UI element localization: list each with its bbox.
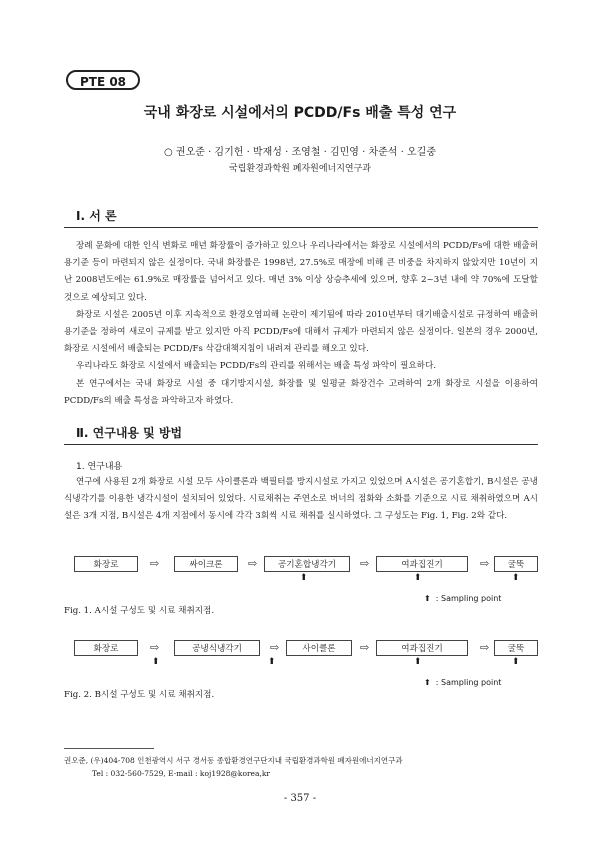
footnote-line: Tel : 032-560-7529, E-mail : koj1928@korea,kr (92, 769, 270, 778)
flow-box: 여과집진기 (376, 640, 468, 656)
sampling-point-icon: ⬆ (512, 657, 520, 667)
flow-arrow-icon: ⇨ (480, 641, 490, 654)
methods-paragraph: 연구에 사용된 2개 화장로 시설 모두 사이클론과 백필터를 방지시설로 가지고 있었으며 A시설은 공기혼합기, B시설은 공냉식냉각기를 이용한 냉각시설이 설치되어 있었다. 시료채취는 주연소로 버너의 점화와 소화를 기준으로 시료 채취하였으며 A시설은 3개 지점, B시설은 4개 지점에서 동시에 각각 3회씩 시료 채취를 실시하였다. 그 구성도는 Fig. 1, Fig. 2와 같다. (64, 477, 538, 522)
page-number: - 357 - (283, 793, 317, 804)
flow-box: 싸이크론 (174, 556, 238, 572)
legend-label: : Sampling point (435, 594, 502, 603)
flow-arrow-icon: ⇨ (270, 641, 280, 654)
flow-arrow-icon: ⇨ (248, 557, 258, 570)
figure-1-legend (424, 586, 501, 605)
paper-title: 국내 화장로 시설에서의 PCDD/Fs 배출 특성 연구 (143, 105, 457, 121)
sampling-point-icon: ⬆ (414, 657, 422, 667)
flow-arrow-icon: ⇨ (480, 557, 490, 570)
figure-1-flowchart (64, 556, 538, 583)
intro-paragraph: 장례 문화에 대한 인식 변화로 매년 화장률이 증가하고 있으나 우리나라에서는 화장로 시설에서의 PCDD/Fs에 대한 배출허용기준 등이 마련되지 않은 실정이다. 국내 화장률은 1998년, 27.5%로 매장에 비해 큰 비중을 차지하지 않았지만 10년이 지난 2008년도에는 61.9%로 매장률을 넘어서고 있다. 매년 3% 이상 상승추세에 있으며, 향후 2~3년 내에 약 70%에 도달할 것으로 예상되고 있다. (64, 241, 538, 303)
intro-paragraph: 우리나라도 화장로 시설에서 배출되는 PCDD/Fs의 관리를 위해서는 배출 특성 파악이 필요하다. (76, 361, 437, 372)
figure-2-flowchart (64, 640, 538, 667)
flow-box: 공냉식냉각기 (174, 640, 260, 656)
figure-2-caption: Fig. 2. B시설 구성도 및 시료 채취지점. (64, 690, 215, 700)
subsection-heading: 1. 연구내용 (76, 462, 123, 472)
flow-box: 굴뚝 (494, 640, 538, 656)
sampling-point-icon: ⬆ (512, 573, 520, 583)
divider (64, 444, 538, 445)
sampling-point-icon: ⬆ (300, 573, 308, 583)
footnote-divider (64, 748, 154, 749)
section-heading-intro: Ⅰ. 서 론 (76, 209, 117, 223)
figure-2-legend (424, 670, 501, 689)
intro-paragraph: 본 연구에서는 국내 화장로 시설 중 대기방지시설, 화장률 및 일평균 화장건수 고려하여 2개 화장로 시설을 이용하여 PCDD/Fs의 배출 특성을 파악하고자 하였다. (64, 378, 538, 406)
footnote-line: 권오준, (우)404-708 인천광역시 서구 경서동 종합환경연구단지내 국립환경과학원 폐자원에너지연구과 (64, 756, 403, 765)
divider (64, 227, 538, 228)
flow-box: 화장로 (74, 640, 138, 656)
affiliation: 국립환경과학원 폐자원에너지연구과 (229, 164, 371, 174)
sampling-point-icon: ⬆ (424, 594, 431, 603)
flow-box: 여과집진기 (376, 556, 468, 572)
sampling-point-icon: ⬆ (414, 573, 422, 583)
flow-box: 굴뚝 (494, 556, 538, 572)
flow-arrow-icon: ⇨ (360, 557, 370, 570)
sampling-point-icon: ⬆ (152, 657, 160, 667)
sampling-point-icon: ⬆ (424, 678, 431, 687)
flow-arrow-icon: ⇨ (150, 641, 160, 654)
figure-1-caption: Fig. 1. A시설 구성도 및 시료 채취지점. (64, 606, 215, 616)
flow-arrow-icon: ⇨ (150, 557, 160, 570)
intro-paragraph: 화장로 시설은 2005년 이후 지속적으로 환경오염피해 논란이 제기됨에 따라 2010년부터 대기배출시설로 규정하여 배출허용기준을 정하여 새로이 규제를 받고 있지만 아직 PCDD/Fs에 대해서 규제가 마련되지 않은 실정이다. 일본의 경우 2000년, 화장로 시설에서 배출되는 PCDD/Fs 삭감대책지침이 내려져 관리를 해오고 있다. (64, 309, 538, 355)
section-heading-methods: Ⅱ. 연구내용 및 방법 (76, 426, 183, 440)
flow-box: 사이클론 (286, 640, 352, 656)
flow-arrow-icon: ⇨ (360, 641, 370, 654)
methods-body (64, 474, 538, 526)
author-list: ○ 권오준 · 김기헌 · 박재성 · 조영철 · 김민영 · 차준석 · 오길중 (164, 147, 436, 158)
flow-box: 공기혼합냉각기 (264, 556, 350, 572)
intro-body (64, 238, 538, 410)
flow-box: 화장로 (74, 556, 138, 572)
sampling-point-icon: ⬆ (268, 657, 276, 667)
legend-label: : Sampling point (435, 678, 502, 687)
session-badge: PTE 08 (66, 70, 140, 90)
footnote (64, 754, 538, 780)
